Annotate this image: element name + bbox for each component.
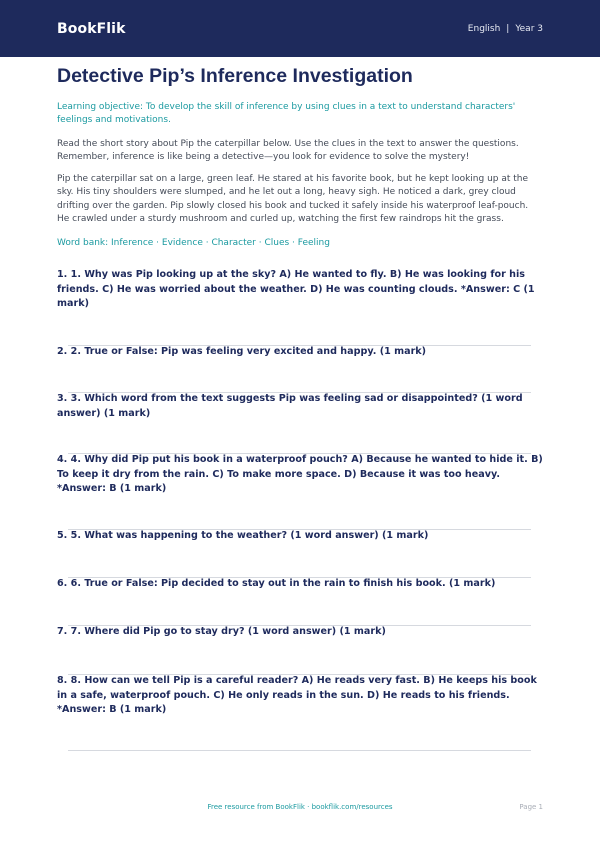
header-bar: [0, 0, 600, 57]
learning-objective: Learning objective: To develop the skill of inference by using clues in a text to understand characters' feelings and motivations.: [57, 102, 516, 125]
footer-credit-link[interactable]: Free resource from BookFlik · bookflik.com/resources: [207, 803, 393, 811]
question-1: 1. 1. Why was Pip looking up at the sky? A) He wanted to fly. B) He was looking for his friends. C) He was worried about the weather. D) He was counting clouds. *Answer: C (1 mark): [57, 269, 535, 309]
question-4: 4. 4. Why did Pip put his book in a waterproof pouch? A) Because he wanted to hide it. B) To keep it dry from the rain. C) To make more space. D) Because it was too heavy. *Answer: B (1 mark): [57, 454, 543, 494]
answer-line: [68, 674, 531, 675]
word-bank: Word bank: Inference · Evidence · Character · Clues · Feeling: [57, 238, 330, 249]
question-3: 3. 3. Which word from the text suggests Pip was feeling sad or disappointed? (1 word answer) (1 mark): [57, 393, 523, 419]
page-number: Page 1: [519, 803, 543, 811]
worksheet-title: Detective Pip’s Inference Investigation: [57, 65, 413, 87]
page-footer: [0, 802, 600, 814]
answer-line: [68, 577, 531, 578]
answer-line: [68, 392, 531, 393]
year-label: Year 3: [515, 23, 543, 34]
answer-line: [68, 750, 531, 751]
story-passage: Pip the caterpillar sat on a large, green leaf. He stared at his favorite book, but he kept looking up at the sky. His tiny shoulders were slumped, and he let out a long, heavy sigh. He noticed a dark, grey cloud drifting over the garden. Pip slowly closed his book and tucked it safely inside his waterproof leaf-pouch. He crawled under a sturdy mushroom and curled up, watching the first few raindrops hit the grass.: [57, 174, 529, 224]
answer-line: [68, 453, 531, 454]
subject-year-label: [468, 24, 543, 34]
question-8: 8. 8. How can we tell Pip is a careful reader? A) He reads very fast. B) He keeps his book in a safe, waterproof pouch. C) He only reads in the sun. D) He reads to his friends. *Answer: B (1 mark): [57, 675, 537, 715]
brand-logo[interactable]: BookFlik: [57, 20, 126, 37]
answer-line: [68, 345, 531, 346]
question-7: 7. 7. Where did Pip go to stay dry? (1 word answer) (1 mark): [57, 626, 386, 637]
meta-separator: |: [506, 23, 510, 34]
worksheet-intro: [57, 64, 543, 250]
subject-label: English: [467, 23, 501, 34]
question-2: 2. 2. True or False: Pip was feeling very excited and happy. (1 mark): [57, 346, 427, 357]
question-5: 5. 5. What was happening to the weather? (1 word answer) (1 mark): [57, 530, 429, 541]
question-6: 6. 6. True or False: Pip decided to stay out in the rain to finish his book. (1 mark): [57, 578, 496, 589]
instructions: Read the short story about Pip the caterpillar below. Use the clues in the text to answer the questions. Remember, inference is like being a detective—you look for evidence to solve the mystery!: [57, 139, 519, 162]
answer-line: [68, 529, 531, 530]
answer-line: [68, 625, 531, 626]
